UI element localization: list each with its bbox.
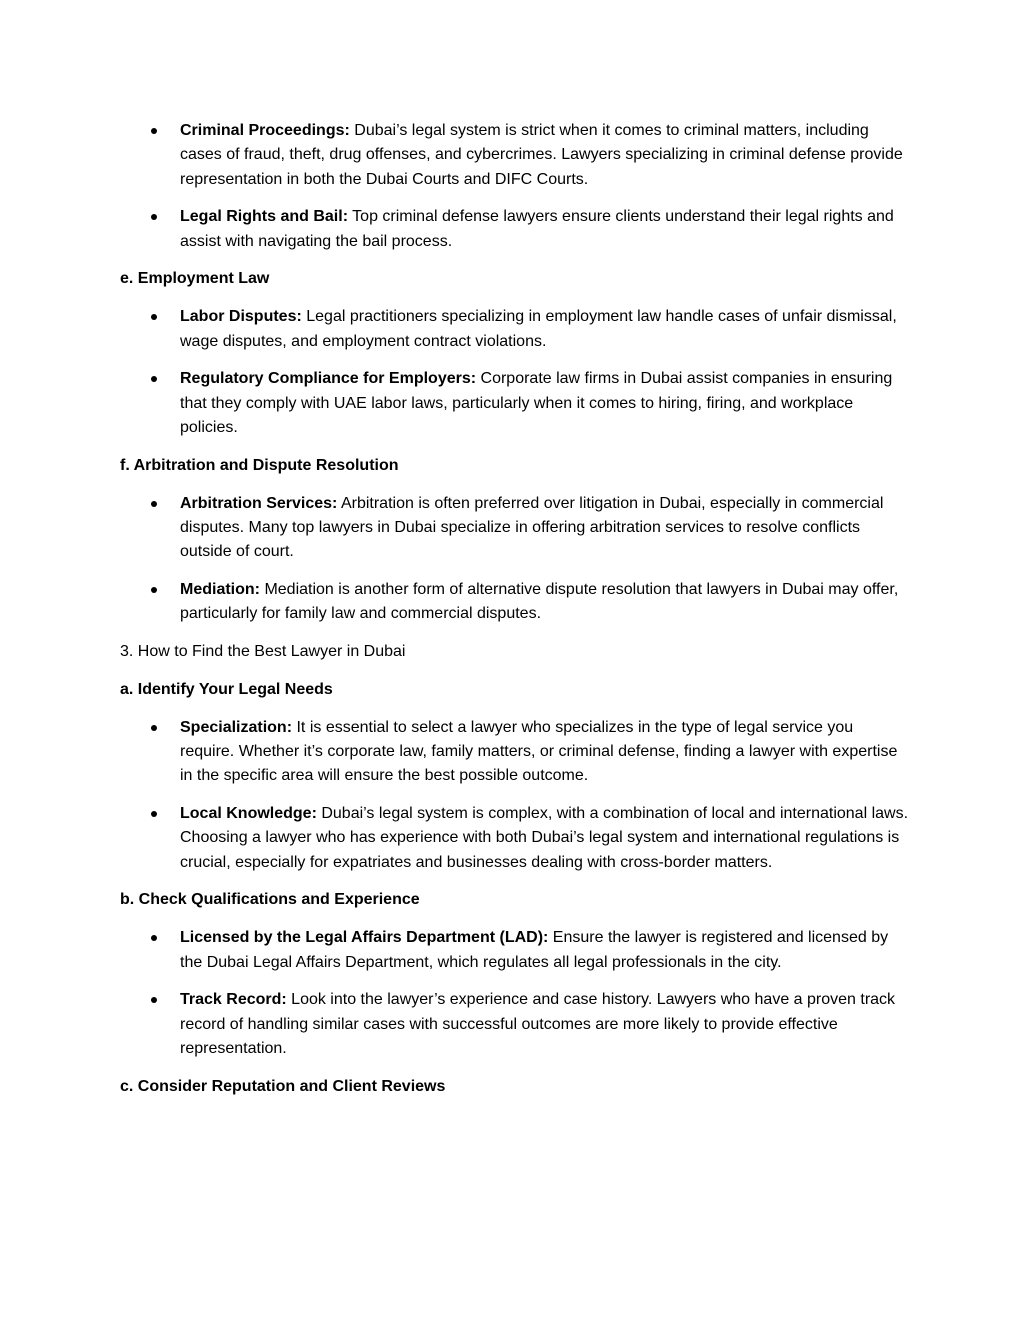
document-body: [120, 119, 910, 1113]
item-text: Legal practitioners specializing in employment law handle cases of unfair dismissal, wage disputes, and employment contract violations.: [180, 308, 897, 350]
list-item: [120, 802, 910, 875]
item-lead: Arbitration Services:: [180, 494, 338, 512]
item-text: Dubai’s legal system is strict when it comes to criminal matters, including cases of fraud, theft, drug offenses, and cybercrimes. Lawyers specializing in criminal defense provide representation in both the Dubai Courts and DIFC Courts.: [180, 122, 903, 188]
bullet-icon: [151, 128, 157, 134]
item-lead: Labor Disputes:: [180, 308, 302, 326]
bullet-list-criminal: [120, 119, 910, 254]
list-item: [120, 305, 910, 354]
bullet-icon: [151, 997, 157, 1003]
bullet-icon: [151, 376, 157, 382]
section-heading-employment: e. Employment Law: [120, 270, 270, 288]
item-lead: Local Knowledge:: [180, 805, 317, 823]
item-lead: Mediation:: [180, 580, 260, 598]
bullet-icon: [151, 811, 157, 817]
bullet-icon: [151, 587, 157, 593]
section-title-3: 3. How to Find the Best Lawyer in Dubai: [120, 643, 406, 661]
item-text: Mediation is another form of alternative dispute resolution that lawyers in Dubai may offer, particularly for family law and commercial disputes.: [180, 580, 899, 623]
item-text: Dubai’s legal system is complex, with a combination of local and international laws. Choosing a lawyer who has experience with both Dubai’s legal system and international regulations is crucial, especially for expatriates and businesses dealing with cross-border matters.: [180, 805, 909, 871]
list-item: [120, 367, 910, 440]
list-item: [120, 926, 910, 975]
item-text: It is essential to select a lawyer who specializes in the type of legal service you require. Whether it’s corporate law, family matters, or criminal defense, finding a lawyer with expertise in the specific area will ensure the best possible outcome.: [180, 718, 898, 785]
section-heading-needs: a. Identify Your Legal Needs: [120, 680, 333, 698]
bullet-list-arbitration: [120, 492, 910, 627]
bullet-icon: [151, 725, 157, 731]
list-item: [120, 119, 910, 192]
section-heading-arbitration: f. Arbitration and Dispute Resolution: [120, 456, 399, 474]
item-lead: Criminal Proceedings:: [180, 122, 350, 139]
bullet-icon: [151, 314, 157, 320]
bullet-icon: [151, 935, 157, 941]
item-lead: Specialization:: [180, 718, 293, 736]
item-text: Corporate law firms in Dubai assist companies in ensuring that they comply with UAE labor laws, particularly when it comes to hiring, firing, and workplace policies.: [180, 370, 893, 436]
item-lead: Track Record:: [180, 991, 287, 1009]
bullet-icon: [151, 214, 157, 220]
item-lead: Legal Rights and Bail:: [180, 208, 349, 226]
bullet-list-needs: [120, 716, 910, 875]
item-lead: Regulatory Compliance for Employers:: [180, 370, 477, 388]
bullet-list-qualifications: [120, 926, 910, 1061]
list-item: [120, 988, 910, 1061]
item-lead: Licensed by the Legal Affairs Department (LAD):: [180, 929, 549, 947]
item-text: Top criminal defense lawyers ensure clients understand their legal rights and assist with navigating the bail process.: [180, 208, 894, 250]
list-item: [120, 716, 910, 789]
item-text: Ensure the lawyer is registered and licensed by the Dubai Legal Affairs Department, which regulates all legal professionals in the city.: [180, 929, 889, 971]
item-text: Arbitration is often preferred over litigation in Dubai, especially in commercial disputes. Many top lawyers in Dubai specialize in offering arbitration services to resolve conflicts outside of court.: [180, 494, 884, 561]
section-heading-reputation: c. Consider Reputation and Client Reviews: [120, 1077, 446, 1095]
item-text: Look into the lawyer’s experience and case history. Lawyers who have a proven track record of handling similar cases with successful outcomes are more likely to provide effective representation.: [180, 991, 896, 1057]
bullet-list-employment: [120, 305, 910, 440]
list-item: [120, 492, 910, 565]
list-item: [120, 578, 910, 627]
section-heading-qualifications: b. Check Qualifications and Experience: [120, 891, 420, 909]
list-item: [120, 205, 910, 254]
bullet-icon: [151, 501, 157, 507]
